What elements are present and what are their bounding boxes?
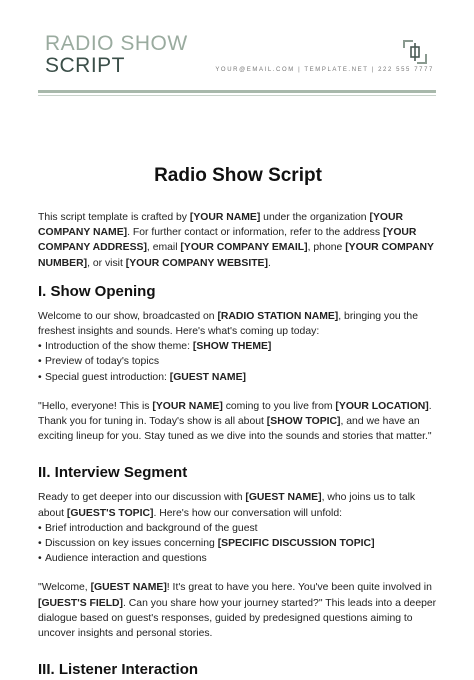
placeholder-discussion-topic: [SPECIFIC DISCUSSION TOPIC] bbox=[217, 538, 375, 550]
placeholder-company-number: [YOUR COMPANY NUMBER] bbox=[38, 242, 434, 269]
list-item bbox=[38, 551, 438, 566]
brand-line-1: RADIO SHOW bbox=[45, 32, 188, 55]
placeholder-station-name: [RADIO STATION NAME] bbox=[217, 310, 339, 322]
placeholder-company-name: [YOUR COMPANY NAME] bbox=[38, 212, 403, 239]
section-heading-show-opening: I. Show Opening bbox=[38, 282, 156, 300]
placeholder-guest-name: [GUEST NAME] bbox=[169, 371, 246, 383]
list-item bbox=[38, 536, 438, 551]
quote-text: "Welcome, bbox=[38, 582, 91, 594]
brand-line-2: SCRIPT bbox=[45, 54, 126, 77]
interview-quote bbox=[38, 580, 438, 641]
list-item bbox=[38, 354, 438, 369]
placeholder-guest-name: [GUEST NAME] bbox=[90, 582, 167, 594]
list-item-text: Introduction of the show theme: bbox=[45, 341, 193, 353]
intro-text: , or visit bbox=[87, 257, 126, 269]
section-heading-listener-interaction: III. Listener Interaction bbox=[38, 661, 199, 679]
placeholder-your-location: [YOUR LOCATION] bbox=[335, 400, 429, 412]
document-header bbox=[0, 0, 474, 100]
list-item bbox=[38, 339, 438, 354]
document-body bbox=[38, 164, 438, 680]
intro-paragraph bbox=[38, 210, 438, 271]
list-item-text: Audience interaction and questions bbox=[45, 553, 207, 565]
placeholder-show-topic: [SHOW TOPIC] bbox=[266, 416, 341, 428]
intro-text: This script template is crafted by bbox=[38, 212, 190, 223]
paragraph-text: Welcome to our show, broadcasted on bbox=[38, 310, 218, 322]
interview-paragraph bbox=[38, 490, 438, 520]
document-title: Radio Show Script bbox=[154, 165, 322, 186]
section-heading-interview-segment: II. Interview Segment bbox=[38, 464, 188, 482]
paragraph-text: . Here's how our conversation will unfold: bbox=[153, 507, 342, 519]
list-item-text: Discussion on key issues concerning bbox=[45, 538, 218, 550]
list-item-text: Brief introduction and background of the guest bbox=[45, 522, 258, 534]
paragraph-text: , who joins us to talk about bbox=[38, 492, 416, 519]
list-item bbox=[38, 370, 438, 385]
quote-text: "Hello, everyone! This is bbox=[38, 400, 153, 412]
intro-text: . bbox=[267, 257, 271, 269]
placeholder-company-website: [YOUR COMPANY WEBSITE] bbox=[125, 257, 268, 269]
quote-text: . Can you share how your journey started?" This leads into a deeper dialogue based on guest's responses, guided by predesigned questions aiming to uncover insights and personal stories. bbox=[38, 597, 437, 640]
list-item bbox=[38, 521, 438, 536]
quote-text: . Thank you for tuning in. Today's show is all about bbox=[38, 400, 432, 428]
placeholder-guest-name: [GUEST NAME] bbox=[245, 492, 322, 504]
show-opening-list bbox=[38, 339, 438, 385]
paragraph-text: , bringing you the freshest insights and sounds. Here's what's coming up today: bbox=[38, 310, 418, 338]
list-item-text: Preview of today's topics bbox=[45, 356, 160, 368]
show-opening-paragraph bbox=[38, 309, 438, 339]
placeholder-company-address: [YOUR COMPANY ADDRESS] bbox=[38, 227, 417, 254]
intro-text: under the organization bbox=[260, 212, 370, 223]
contact-line: YOUR@EMAIL.COM | TEMPLATE.NET | 222 555 7777 bbox=[215, 67, 434, 73]
placeholder-show-theme: [SHOW THEME] bbox=[192, 341, 272, 353]
quote-text: coming to you live from bbox=[222, 400, 336, 412]
intro-text: . For further contact or information, refer to the address bbox=[127, 227, 383, 239]
interview-list bbox=[38, 521, 438, 567]
placeholder-guest-field: [GUEST'S FIELD] bbox=[38, 597, 124, 609]
list-item-text: Special guest introduction: bbox=[45, 371, 170, 383]
intro-text: , email bbox=[146, 242, 181, 254]
bracket-square-logo-icon bbox=[402, 39, 428, 65]
placeholder-your-name: [YOUR NAME] bbox=[152, 400, 223, 412]
placeholder-company-email: [YOUR COMPANY EMAIL] bbox=[180, 242, 308, 254]
show-opening-quote bbox=[38, 399, 438, 445]
placeholder-your-name: [YOUR NAME] bbox=[189, 212, 261, 223]
header-rule-thick bbox=[38, 90, 436, 93]
quote-text: ! It's great to have you here. You've been quite involved in bbox=[166, 582, 432, 594]
quote-text: , and we have an exciting lineup for you. Stay tuned as we dive into the sounds and stories that matter." bbox=[38, 416, 432, 443]
paragraph-text: Ready to get deeper into our discussion with bbox=[38, 492, 246, 504]
brand-title bbox=[45, 33, 188, 77]
intro-text: , phone bbox=[307, 242, 346, 254]
placeholder-guest-topic: [GUEST'S TOPIC] bbox=[66, 507, 154, 519]
header-rule-thin bbox=[38, 95, 436, 96]
